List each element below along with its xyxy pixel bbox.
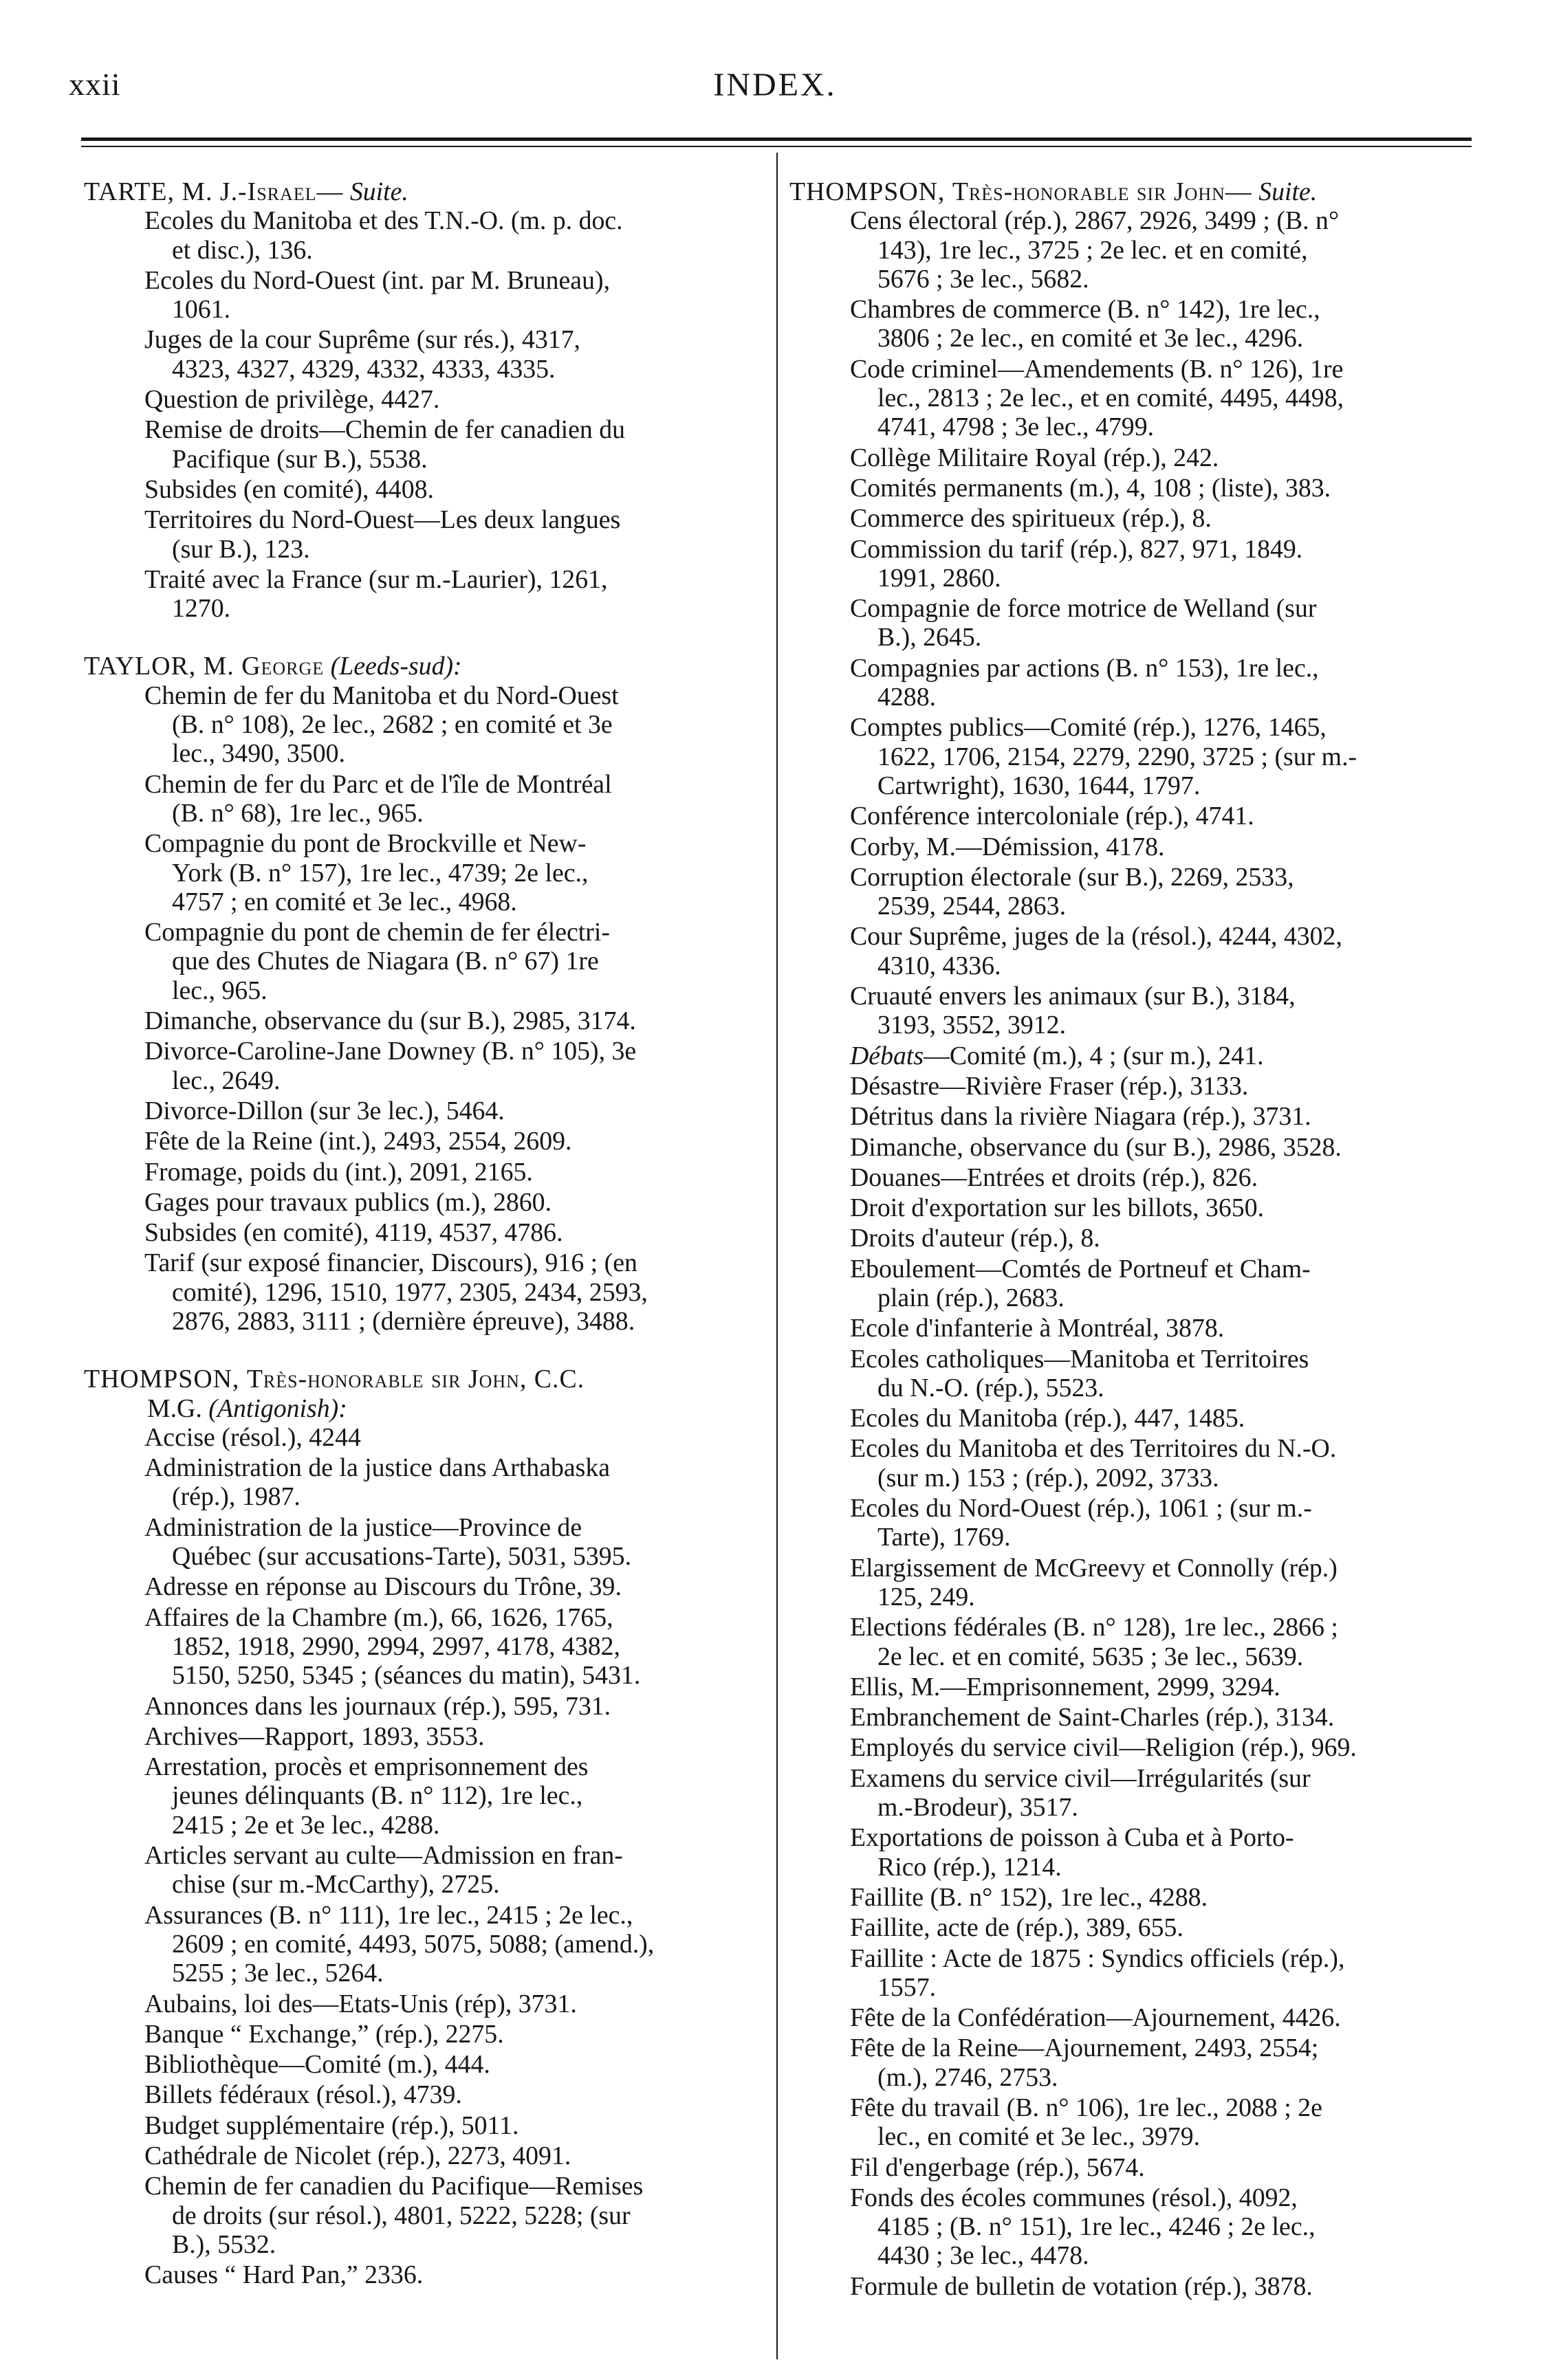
index-entry xyxy=(84,475,765,504)
index-entry xyxy=(789,1823,1472,1882)
index-entry xyxy=(789,1042,1472,1070)
entry-continuation: Cartwright), 1630, 1644, 1797. xyxy=(877,771,1201,800)
entry-line: Elargissement de McGreevy et Connolly (rép.) xyxy=(850,1553,1338,1583)
entry-line: Formule de bulletin de votation (rép.), 3878. xyxy=(850,2271,1313,2301)
entry-continuation: 143), 1re lec., 3725 ; 2e lec. et en comité, xyxy=(877,235,1308,265)
entry-line: Code criminel—Amendements (B. n° 126), 1re xyxy=(850,354,1344,384)
entry-line: Fête du travail (B. n° 106), 1re lec., 2088 ; 2e xyxy=(850,2093,1322,2122)
entry-line xyxy=(789,1042,1472,1070)
index-entry xyxy=(84,415,765,474)
entry-line: Ecoles du Nord-Ouest (int. par M. Bruneau), xyxy=(144,265,611,295)
entry-heading xyxy=(789,177,1472,206)
index-entry xyxy=(789,2153,1472,2182)
entry-line: Territoires du Nord-Ouest—Les deux langues xyxy=(144,505,621,535)
entry-line: Comités permanents (m.), 4, 108 ; (liste), 383. xyxy=(850,473,1331,503)
entry-line: Gages pour travaux publics (m.), 2860. xyxy=(144,1187,552,1217)
entry-continuation: (B. n° 108), 2e lec., 2682 ; en comité et 3e xyxy=(172,710,613,740)
index-entry xyxy=(84,1692,765,1721)
entry-line: Accise (résol.), 4244 xyxy=(144,1422,361,1452)
entry-continuation: 125, 249. xyxy=(877,1582,975,1611)
index-entry xyxy=(84,1097,765,1125)
index-entry xyxy=(789,2003,1472,2032)
entry-line: Ecoles du Manitoba (rép.), 447, 1485. xyxy=(850,1404,1245,1433)
entry-continuation: 1852, 1918, 2990, 2994, 2997, 4178, 4382, xyxy=(172,1631,620,1661)
index-entry xyxy=(789,2272,1472,2301)
entry-line: Dimanche, observance du (sur B.), 2985, 3174. xyxy=(144,1006,636,1036)
entry-line: Fromage, poids du (int.), 2091, 2165. xyxy=(144,1157,533,1187)
entry-continuation: 2415 ; 2e et 3e lec., 4288. xyxy=(172,1810,440,1840)
entry-line: Divorce-Caroline-Jane Downey (B. n° 105), 3e xyxy=(144,1037,637,1066)
index-entry xyxy=(84,1572,765,1601)
index-entry xyxy=(789,833,1472,861)
entry-line: Fête de la Reine (int.), 2493, 2554, 2609. xyxy=(144,1127,572,1156)
index-entry xyxy=(84,1603,765,1690)
entry-line: Eboulement—Comtés de Portneuf et Cham- xyxy=(850,1254,1311,1283)
entry-line: Compagnie du pont de chemin de fer électri- xyxy=(144,918,610,947)
entry-line: Administration de la justice—Province de xyxy=(144,1512,582,1542)
entry-heading xyxy=(84,1365,765,1423)
entry-line: Collège Militaire Royal (rép.), 242. xyxy=(850,443,1219,472)
entry-line: Fil d'engerbage (rép.), 5674. xyxy=(850,2152,1145,2182)
heading-italic: Suite. xyxy=(349,177,408,206)
entry-continuation: 2539, 2544, 2863. xyxy=(877,892,1067,921)
index-entry xyxy=(789,1883,1472,1912)
page-folio: xxii xyxy=(69,67,121,102)
entry-line: Ecoles catholiques—Manitoba et Territoires xyxy=(850,1344,1309,1374)
entry-continuation: du N.-O. (rép.), 5523. xyxy=(877,1373,1104,1402)
index-entry xyxy=(84,1218,765,1247)
entry-text: —Comité (m.), 4 ; (sur m.), 241. xyxy=(924,1041,1264,1070)
index-entry xyxy=(789,1193,1472,1222)
entry-line: Douanes—Entrées et droits (rép.), 826. xyxy=(850,1163,1258,1192)
entry-continuation: 4741, 4798 ; 3e lec., 4799. xyxy=(877,412,1155,442)
index-entry xyxy=(84,206,765,265)
entry-continuation: m.-Brodeur), 3517. xyxy=(877,1793,1078,1822)
entry-line: Chemin de fer canadien du Pacifique—Remises xyxy=(144,2172,644,2201)
entry-continuation: (m.), 2746, 2753. xyxy=(877,2062,1058,2092)
entry-continuation: et disc.), 136. xyxy=(172,235,313,265)
index-entry xyxy=(84,2260,765,2289)
entry-continuation: 4430 ; 3e lec., 4478. xyxy=(877,2241,1089,2271)
entry-line: Juges de la cour Suprême (sur rés.), 4317, xyxy=(144,325,580,355)
entry-continuation: 4757 ; en comité et 3e lec., 4968. xyxy=(172,887,517,916)
entry-line: Ellis, M.—Emprisonnement, 2999, 3294. xyxy=(850,1672,1280,1701)
entry-line: Comptes publics—Comité (rép.), 1276, 1465, xyxy=(850,713,1327,742)
entry-line: Annonces dans les journaux (rép.), 595, 731. xyxy=(144,1691,611,1721)
entry-line: Bibliothèque—Comité (m.), 444. xyxy=(144,2050,490,2080)
entry-continuation: (rép.), 1987. xyxy=(172,1482,301,1512)
index-entry xyxy=(84,1037,765,1095)
index-entry xyxy=(84,1990,765,2018)
index-entry xyxy=(84,1127,765,1156)
index-entry xyxy=(84,1158,765,1187)
entry-line: Ecoles du Manitoba et des T.N.-O. (m. p. doc. xyxy=(144,206,623,236)
entry-continuation: lec., en comité et 3e lec., 3979. xyxy=(877,2122,1201,2152)
entry-continuation: 2609 ; en comité, 4493, 5075, 5088; (amend.), xyxy=(172,1929,655,1959)
index-entry xyxy=(789,1764,1472,1822)
index-entry xyxy=(789,1345,1472,1403)
entry-line: Adresse en réponse au Discours du Trône, 39. xyxy=(144,1572,622,1602)
entry-continuation: 4288. xyxy=(877,683,937,712)
index-entry xyxy=(789,1944,1472,2003)
index-entry xyxy=(84,1453,765,1512)
entry-continuation: lec., 965. xyxy=(172,976,268,1005)
entry-continuation: 5150, 5250, 5345 ; (séances du matin), 5431. xyxy=(172,1661,641,1690)
index-entry xyxy=(789,1434,1472,1492)
heading-title: Très-honorable sir John, C.C. xyxy=(246,1365,585,1394)
entry-line: Chambres de commerce (B. n° 142), 1re lec., xyxy=(850,295,1320,324)
heading-title: George xyxy=(241,652,325,681)
entry-continuation: 4310, 4336. xyxy=(877,951,1001,980)
entry-line: Chemin de fer du Manitoba et du Nord-Ouest xyxy=(144,681,619,710)
entry-line: Administration de la justice dans Arthabaska xyxy=(144,1453,611,1483)
entry-line: Articles servant au culte—Admission en fran- xyxy=(144,1841,623,1871)
entry-continuation: (sur m.) 153 ; (rép.), 2092, 3733. xyxy=(877,1463,1219,1492)
header-rule-thin xyxy=(81,146,1472,147)
entry-continuation: (sur B.), 123. xyxy=(172,534,310,564)
entry-line: Embranchement de Saint-Charles (rép.), 3134. xyxy=(850,1703,1335,1732)
header-rule-thick xyxy=(81,137,1472,141)
index-entry xyxy=(789,1913,1472,1942)
heading-italic: (Leeds-sud): xyxy=(330,652,462,681)
index-entry xyxy=(789,443,1472,472)
entry-line: Tarif (sur exposé financier, Discours), 916 ; (en xyxy=(144,1248,637,1278)
index-entry xyxy=(789,1102,1472,1131)
index-entry xyxy=(84,2111,765,2140)
index-entry xyxy=(789,1255,1472,1313)
entry-line: Conférence intercoloniale (rép.), 4741. xyxy=(850,802,1254,831)
entry-line: Elections fédérales (B. n° 128), 1re lec., 2866 ; xyxy=(850,1613,1338,1642)
entry-continuation: 3193, 3552, 3912. xyxy=(877,1011,1067,1040)
index-entry xyxy=(789,2034,1472,2092)
entry-line: Traité avec la France (sur m.-Laurier), 1261, xyxy=(144,564,608,594)
index-entry xyxy=(84,565,765,624)
index-entry xyxy=(84,505,765,564)
index-entry xyxy=(84,681,765,769)
column-divider xyxy=(776,153,778,2359)
index-entry xyxy=(789,1224,1472,1253)
index-entry xyxy=(789,1072,1472,1101)
entry-line: Remise de droits—Chemin de fer canadien du xyxy=(144,415,626,445)
entry-continuation: Tarte), 1769. xyxy=(877,1523,1011,1552)
index-entry xyxy=(789,713,1472,800)
entry-line: Faillite : Acte de 1875 : Syndics officiels (rép.), xyxy=(850,1943,1345,1973)
entry-continuation: jeunes délinquants (B. n° 112), 1re lec., xyxy=(172,1781,583,1811)
entry-continuation: 5255 ; 3e lec., 5264. xyxy=(172,1959,384,1988)
section-gap xyxy=(84,624,765,652)
entry-continuation: Québec (sur accusations-Tarte), 5031, 5395. xyxy=(172,1542,632,1572)
index-entry xyxy=(84,385,765,414)
index-entry xyxy=(789,504,1472,533)
entry-continuation: Pacifique (sur B.), 5538. xyxy=(172,444,428,474)
entry-line: Désastre—Rivière Fraser (rép.), 3133. xyxy=(850,1071,1249,1101)
index-entry xyxy=(789,802,1472,830)
entry-italic: Débats xyxy=(850,1041,924,1070)
section-gap xyxy=(84,1337,765,1365)
entry-continuation: lec., 2813 ; 2e lec., et en comité, 4495, 4498, xyxy=(877,384,1344,413)
heading-italic: (Antigonish): xyxy=(208,1393,347,1423)
entry-continuation: 5676 ; 3e lec., 5682. xyxy=(877,264,1089,294)
entry-line: Employés du service civil—Religion (rép.), 969. xyxy=(850,1733,1357,1763)
page-title: INDEX. xyxy=(713,67,837,103)
entry-continuation: 1557. xyxy=(877,1972,937,2002)
entry-line: Dimanche, observance du (sur B.), 2986, 3528. xyxy=(850,1132,1342,1162)
entry-line: Causes “ Hard Pan,” 2336. xyxy=(144,2260,424,2290)
index-entry xyxy=(789,2093,1472,2152)
entry-line: Ecoles du Nord-Ouest (rép.), 1061 ; (sur m.- xyxy=(850,1494,1312,1523)
entry-line: Ecoles du Manitoba et des Territoires du N.-O. xyxy=(850,1434,1337,1464)
entry-continuation: 2876, 2883, 3111 ; (dernière épreuve), 3488. xyxy=(172,1306,635,1336)
entry-continuation: que des Chutes de Niagara (B. n° 67) 1re xyxy=(172,947,599,976)
heading-title: Très-honorable sir John— xyxy=(952,177,1252,206)
entry-line: Cens électoral (rép.), 2867, 2926, 3499 ; (B. n° xyxy=(850,206,1340,236)
entry-continuation: York (B. n° 157), 1re lec., 4739; 2e lec., xyxy=(172,858,589,888)
index-entry xyxy=(84,2050,765,2079)
index-entry xyxy=(84,1722,765,1751)
entry-line: Compagnie de force motrice de Welland (sur xyxy=(850,594,1317,624)
entry-line: Droit d'exportation sur les billots, 3650. xyxy=(850,1193,1265,1223)
index-entry xyxy=(789,1133,1472,1162)
index-entry xyxy=(789,1673,1472,1701)
entry-continuation: 4185 ; (B. n° 151), 1re lec., 4246 ; 2e lec., xyxy=(877,2212,1316,2242)
index-entry xyxy=(789,1163,1472,1192)
index-entry xyxy=(84,1248,765,1336)
entry-continuation: chise (sur m.-McCarthy), 2725. xyxy=(172,1870,500,1899)
entry-line: Cour Suprême, juges de la (résol.), 4244, 4302, xyxy=(850,922,1342,951)
entry-continuation: de droits (sur résol.), 4801, 5222, 5228; (sur xyxy=(172,2201,631,2230)
index-entry xyxy=(789,922,1472,980)
entry-continuation: 2e lec. et en comité, 5635 ; 3e lec., 5639. xyxy=(877,1642,1304,1671)
entry-continuation: 1991, 2860. xyxy=(877,563,1001,593)
entry-line: Question de privilège, 4427. xyxy=(144,385,440,415)
index-entry xyxy=(84,1423,765,1452)
entry-line: Billets fédéraux (résol.), 4739. xyxy=(144,2080,462,2110)
entry-line: Divorce-Dillon (sur 3e lec.), 5464. xyxy=(144,1096,505,1125)
index-entry xyxy=(789,535,1472,593)
entry-continuation: 1270. xyxy=(172,594,231,624)
entry-line: Commission du tarif (rép.), 827, 971, 1849. xyxy=(850,534,1303,564)
index-entry xyxy=(789,982,1472,1040)
entry-line: Commerce des spiritueux (rép.), 8. xyxy=(850,504,1212,533)
index-entry xyxy=(789,295,1472,353)
index-entry xyxy=(789,206,1472,294)
entry-line: Assurances (B. n° 111), 1re lec., 2415 ; 2e lec., xyxy=(144,1900,633,1930)
entry-line: Fête de la Reine—Ajournement, 2493, 2554; xyxy=(850,2034,1319,2063)
index-entry xyxy=(84,1752,765,1840)
entry-line: Archives—Rapport, 1893, 3553. xyxy=(144,1721,485,1751)
entry-continuation: B.), 2645. xyxy=(877,623,982,652)
entry-line: Ecole d'infanterie à Montréal, 3878. xyxy=(850,1314,1225,1343)
entry-line: Corruption électorale (sur B.), 2269, 2533, xyxy=(850,862,1294,892)
entry-line: Examens du service civil—Irrégularités (sur xyxy=(850,1763,1311,1793)
entry-continuation: 1061. xyxy=(172,295,231,324)
entry-line: Cruauté envers les animaux (sur B.), 3184, xyxy=(850,982,1296,1011)
index-entry xyxy=(84,918,765,1005)
index-entry xyxy=(789,474,1472,503)
index-entry xyxy=(84,1188,765,1217)
entry-continuation: 3806 ; 2e lec., en comité et 3e lec., 4296. xyxy=(877,324,1304,353)
index-entry xyxy=(789,1613,1472,1671)
entry-continuation: Rico (rép.), 1214. xyxy=(877,1852,1062,1882)
entry-line: Faillite, acte de (rép.), 389, 655. xyxy=(850,1913,1183,1943)
index-entry xyxy=(84,2172,765,2259)
entry-line: Droits d'auteur (rép.), 8. xyxy=(850,1224,1100,1253)
index-entry xyxy=(789,654,1472,712)
index-entry xyxy=(789,1494,1472,1552)
heading-name: THOMPSON, xyxy=(84,1365,247,1394)
index-entry xyxy=(84,770,765,828)
left-column xyxy=(84,177,765,2291)
entry-line: Corby, M.—Démission, 4178. xyxy=(850,832,1165,861)
heading-continuation: M.G. xyxy=(147,1393,209,1423)
entry-continuation: (B. n° 68), 1re lec., 965. xyxy=(172,798,424,828)
index-entry xyxy=(789,1554,1472,1612)
entry-line: Budget supplémentaire (rép.), 5011. xyxy=(144,2111,519,2140)
entry-line: Fonds des écoles communes (résol.), 4092, xyxy=(850,2183,1298,2212)
entry-line: Cathédrale de Nicolet (rép.), 2273, 4091. xyxy=(144,2141,571,2170)
index-entry xyxy=(84,266,765,324)
index-entry xyxy=(84,325,765,384)
index-entry xyxy=(84,2141,765,2170)
index-entry xyxy=(84,1006,765,1035)
entry-continuation: lec., 2649. xyxy=(172,1066,281,1095)
heading-name: TARTE, M. J.- xyxy=(84,177,248,206)
heading-name: TAYLOR, M. xyxy=(84,652,242,681)
entry-continuation: comité), 1296, 1510, 1977, 2305, 2434, 2593, xyxy=(172,1277,648,1307)
entry-line: Subsides (en comité), 4119, 4537, 4786. xyxy=(144,1218,563,1248)
entry-continuation: plain (rép.), 2683. xyxy=(877,1283,1065,1312)
entry-line: Affaires de la Chambre (m.), 66, 1626, 1765, xyxy=(144,1602,613,1632)
entry-continuation: 1622, 1706, 2154, 2279, 2290, 3725 ; (sur m.- xyxy=(877,742,1357,771)
index-entry xyxy=(84,1901,765,1988)
entry-continuation: 4323, 4327, 4329, 4332, 4333, 4335. xyxy=(172,354,556,384)
entry-line: Exportations de poisson à Cuba et à Porto- xyxy=(850,1823,1294,1853)
index-entry xyxy=(789,1314,1472,1343)
index-entry xyxy=(789,1404,1472,1433)
entry-heading xyxy=(84,652,765,681)
entry-continuation: B.), 5532. xyxy=(172,2229,276,2259)
heading-name: THOMPSON, xyxy=(789,177,952,206)
index-entry xyxy=(84,1841,765,1899)
entry-line: Compagnie du pont de Brockville et New- xyxy=(144,829,587,859)
index-entry xyxy=(789,355,1472,442)
index-entry xyxy=(84,829,765,916)
heading-italic: Suite. xyxy=(1258,177,1318,206)
right-column xyxy=(789,177,1472,2302)
entry-line: Faillite (B. n° 152), 1re lec., 4288. xyxy=(850,1882,1208,1912)
heading-title: Israel— xyxy=(247,177,344,206)
index-entry xyxy=(789,863,1472,921)
index-entry xyxy=(84,2020,765,2049)
index-entry xyxy=(84,1513,765,1572)
index-entry xyxy=(789,594,1472,652)
entry-line: Compagnies par actions (B. n° 153), 1re lec., xyxy=(850,653,1319,683)
entry-line: Détritus dans la rivière Niagara (rép.), 3731. xyxy=(850,1102,1311,1132)
entry-line: Aubains, loi des—Etats-Unis (rép), 3731. xyxy=(144,1989,577,2018)
entry-line: Fête de la Confédération—Ajournement, 4426. xyxy=(850,2003,1341,2033)
index-entry xyxy=(84,2080,765,2109)
entry-line: Banque “ Exchange,” (rép.), 2275. xyxy=(144,2019,504,2049)
index-entry xyxy=(789,2183,1472,2271)
entry-line: Arrestation, procès et emprisonnement des xyxy=(144,1752,589,1782)
entry-heading xyxy=(84,177,765,206)
entry-line: Subsides (en comité), 4408. xyxy=(144,474,434,504)
index-entry xyxy=(789,1733,1472,1762)
entry-continuation: lec., 3490, 3500. xyxy=(172,739,345,769)
index-entry xyxy=(789,1703,1472,1732)
entry-line: Chemin de fer du Parc et de l'île de Montréal xyxy=(144,769,612,799)
